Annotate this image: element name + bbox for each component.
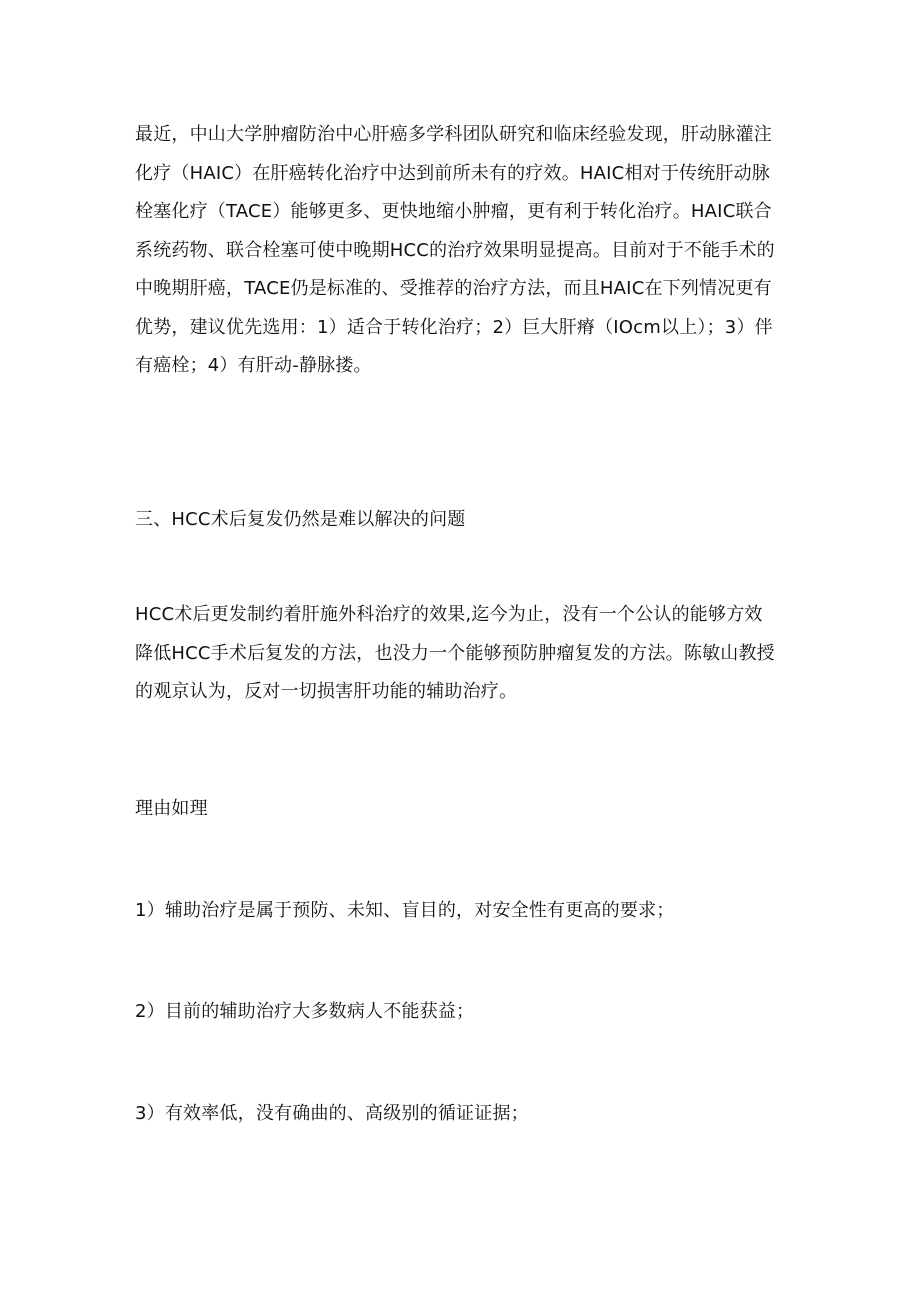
paragraph-line: 降低HCC手术后复发的方法，也没力一个能够预防肿瘤复发的方法。陈敏山教授	[135, 642, 775, 664]
section-heading: 三、HCC术后复发仍然是难以解决的问题	[135, 509, 466, 530]
list-item: 1）辅助治疗是属于预防、未知、盲目的，对安全性有更高的要求；	[135, 900, 675, 921]
paragraph-line: 优势，建议优先选用：1）适合于转化治疗；2）巨大肝瘠（IOcm以上）；3）伴	[135, 316, 773, 338]
list-item: 2）目前的辅助治疗大多数病人不能获益；	[135, 1001, 475, 1022]
paragraph-line: 栓塞化疗（TACE）能够更多、更快地缩小肿瘤，更有利于转化治疗。HAIC联合	[135, 201, 772, 222]
paragraph-haic	[135, 116, 795, 386]
paragraph-line: HCC术后更发制约着肝施外科治疗的效果,迄今为止，没有一个公认的能够方效	[135, 604, 763, 625]
paragraph-line: 最近，中山大学肿瘤防治中心肝癌多学科团队研究和临床经验发现，肝动脉灌注	[135, 124, 772, 145]
paragraph-line: 的观京认为，反对一切损害肝功能的辅助治疗。	[135, 681, 518, 702]
reason-intro: 理由如理	[135, 798, 208, 819]
paragraph-line: 化疗（HAIC）在肝癌转化治疗中达到前所未有的疗效。HAIC相对于传统肝动脉	[135, 162, 771, 184]
paragraph-line: 有癌栓；4）有肝动-静脉搂。	[135, 355, 372, 376]
paragraph-line: 系统药物、联合栓塞可使中晚期HCC的治疗效果明显提高。目前对于不能手术的	[135, 239, 775, 261]
list-item: 3）有效率低，没有确曲的、高级别的循证证据；	[135, 1103, 529, 1124]
paragraph-line: 中晚期肝癌，TACE仍是标准的、受推荐的治疗方法，而且HAIC在下列情况更有	[135, 278, 772, 299]
paragraph-recurrence	[135, 596, 795, 712]
